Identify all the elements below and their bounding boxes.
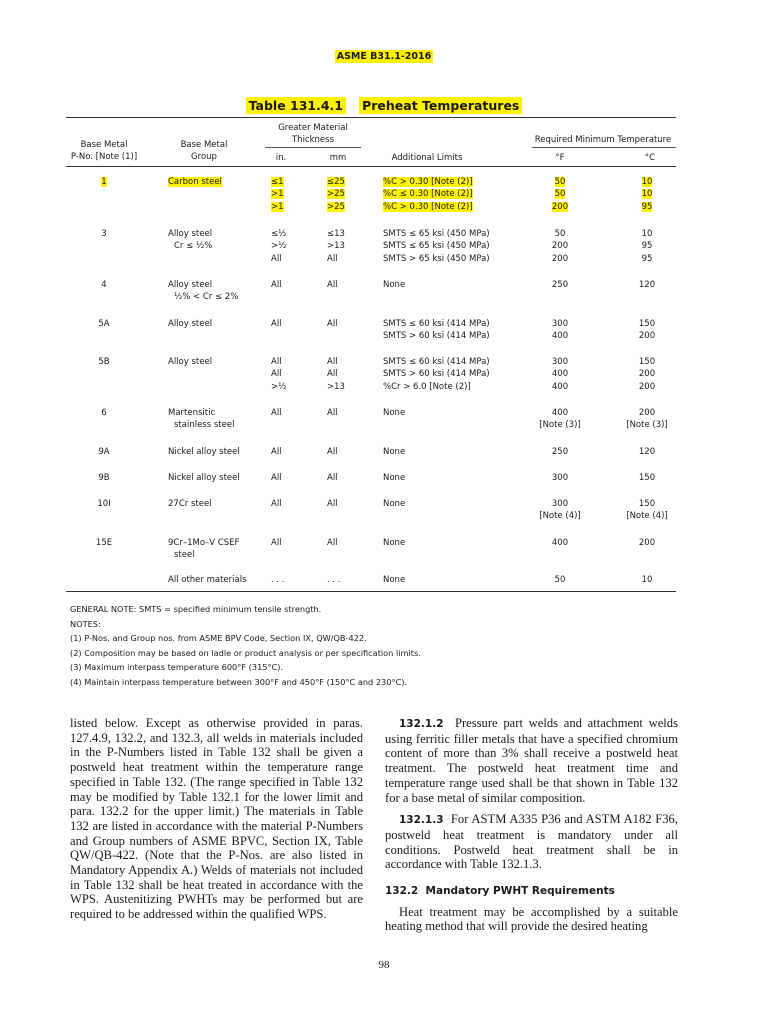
cell-line: ≤13 bbox=[327, 229, 345, 239]
cell-f bbox=[528, 537, 592, 549]
cell-limits bbox=[383, 472, 533, 484]
cell-line: >½ bbox=[271, 241, 287, 252]
para-number: 132.1.2 bbox=[399, 718, 444, 730]
cell-line: >1 bbox=[271, 189, 284, 200]
cell-f bbox=[528, 356, 592, 393]
cell-mm bbox=[327, 498, 363, 510]
cell-c bbox=[616, 176, 678, 213]
cell-line: Martensitic bbox=[168, 408, 216, 418]
para-text: Pressure part welds and attachment welds using ferritic filler metals that have a specified chromium content of more than 3% shall receive a postweld heat treatment. The postweld heat treatment time and temperature range used shall be that shown in Table 132 for a base metal of similar composition. bbox=[385, 716, 679, 805]
cell-inch bbox=[271, 176, 307, 213]
cell-line: 50 bbox=[554, 177, 566, 187]
cell-group bbox=[168, 176, 278, 188]
cell-c bbox=[616, 446, 678, 458]
cell-line: All bbox=[271, 538, 282, 548]
cell-line: 400 bbox=[551, 538, 569, 548]
cell-line: 9B bbox=[98, 473, 110, 483]
cell-mm bbox=[327, 279, 363, 291]
cell-pno bbox=[66, 472, 142, 484]
cell-line: 300 bbox=[551, 473, 569, 483]
cell-limits bbox=[383, 574, 533, 586]
cell-line: Alloy steel bbox=[168, 357, 213, 367]
cell-mm bbox=[327, 228, 363, 265]
cell-line: 400 bbox=[551, 381, 569, 392]
col-header-temp: Required Minimum Temperature bbox=[534, 135, 672, 145]
cell-c bbox=[616, 407, 678, 432]
cell-line: None bbox=[383, 575, 406, 585]
cell-line: None bbox=[383, 538, 406, 548]
cell-line: 50 bbox=[554, 189, 566, 200]
cell-group bbox=[168, 446, 278, 458]
cell-line: 27Cr steel bbox=[168, 499, 212, 509]
cell-line: All bbox=[271, 473, 282, 483]
cell-pno bbox=[66, 498, 142, 510]
col-header-in: in. bbox=[275, 153, 287, 163]
right-column bbox=[385, 716, 678, 941]
cell-c bbox=[616, 228, 678, 265]
cell-line: None bbox=[383, 447, 406, 457]
para-132-1-2 bbox=[385, 716, 678, 805]
cell-inch bbox=[271, 279, 307, 291]
cell-line: All other materials bbox=[168, 575, 247, 585]
thickness-rule bbox=[265, 147, 361, 148]
cell-inch bbox=[271, 318, 307, 330]
cell-line: 15E bbox=[95, 538, 113, 548]
cell-line: 400 bbox=[551, 369, 569, 380]
cell-line: 150 bbox=[638, 319, 656, 329]
cell-line: %C > 0.30 [Note (2)] bbox=[383, 201, 473, 212]
cell-line: All bbox=[271, 280, 282, 290]
running-header: ASME B31.1-2016 bbox=[336, 51, 432, 62]
cell-line: 5A bbox=[98, 319, 110, 329]
cell-group bbox=[168, 279, 278, 304]
cell-pno bbox=[66, 407, 142, 419]
cell-f bbox=[528, 446, 592, 458]
cell-limits bbox=[383, 279, 533, 291]
cell-line: Alloy steel bbox=[168, 229, 213, 239]
cell-line: %C ≤ 0.30 [Note (2)] bbox=[383, 189, 473, 200]
cell-line: 150 bbox=[638, 499, 656, 509]
cell-inch bbox=[271, 228, 307, 265]
page-number: 98 bbox=[378, 959, 390, 971]
cell-line: >1 bbox=[271, 201, 284, 212]
cell-line: 200 bbox=[638, 369, 656, 380]
table-caption: Preheat Temperatures bbox=[359, 97, 522, 114]
cell-group bbox=[168, 472, 278, 484]
cell-group bbox=[168, 228, 278, 253]
para-132-1-3 bbox=[385, 812, 678, 872]
note-2: (2) Composition may be based on ladle or product analysis or per specification limits. bbox=[70, 647, 421, 658]
cell-mm bbox=[327, 446, 363, 458]
cell-f bbox=[528, 574, 592, 586]
cell-limits bbox=[383, 407, 533, 419]
cell-f bbox=[528, 407, 592, 432]
cell-line: >13 bbox=[327, 381, 345, 392]
cell-line: 200 bbox=[638, 538, 656, 548]
cell-line: 200 bbox=[551, 253, 569, 264]
cell-c bbox=[616, 356, 678, 393]
cell-line: 120 bbox=[638, 280, 656, 290]
cell-line: 9A bbox=[98, 447, 110, 457]
cell-line: [Note (4)] bbox=[539, 511, 581, 522]
cell-limits bbox=[383, 356, 533, 393]
cell-pno bbox=[66, 279, 142, 291]
cell-line: All bbox=[327, 280, 338, 290]
cell-inch bbox=[271, 472, 307, 484]
cell-line: 200 bbox=[638, 331, 656, 342]
cell-line: Carbon steel bbox=[168, 177, 222, 187]
cell-line: None bbox=[383, 408, 406, 418]
cell-line: All bbox=[327, 253, 338, 264]
cell-line: All bbox=[327, 408, 338, 418]
col-header-mm: mm bbox=[329, 153, 347, 163]
cell-line: 120 bbox=[638, 447, 656, 457]
cell-line: 200 bbox=[638, 408, 656, 418]
cell-line: 6 bbox=[101, 408, 107, 418]
general-note: GENERAL NOTE: SMTS = specified minimum tensile strength. bbox=[70, 604, 322, 614]
cell-inch bbox=[271, 498, 307, 510]
cell-mm bbox=[327, 472, 363, 484]
cell-line: All bbox=[327, 538, 338, 548]
cell-line: All bbox=[271, 369, 282, 380]
cell-line: %C > 0.30 [Note (2)] bbox=[383, 177, 473, 187]
cell-line: All bbox=[327, 357, 338, 367]
cell-line: All bbox=[327, 319, 338, 329]
cell-c bbox=[616, 498, 678, 523]
note-4: (4) Maintain interpass temperature between 300°F and 450°F (150°C and 230°C). bbox=[70, 676, 408, 687]
notes-heading: NOTES: bbox=[70, 618, 101, 629]
cell-line: SMTS ≤ 65 ksi (450 MPa) bbox=[383, 241, 490, 252]
cell-line: None bbox=[383, 499, 406, 509]
cell-line: 95 bbox=[641, 241, 653, 252]
cell-group bbox=[168, 356, 278, 368]
cell-line: 5B bbox=[98, 357, 110, 367]
col-header-group: Base Metal Group bbox=[180, 140, 228, 162]
cell-line: 150 bbox=[638, 473, 656, 483]
cell-line: 10 bbox=[641, 229, 653, 239]
cell-line: %Cr > 6.0 [Note (2)] bbox=[383, 381, 471, 392]
col-header-limits: Additional Limits bbox=[391, 153, 463, 163]
cell-pno bbox=[66, 318, 142, 330]
cell-line: stainless steel bbox=[174, 420, 235, 431]
cell-line: steel bbox=[174, 550, 195, 561]
table-top-rule bbox=[66, 117, 676, 118]
col-header-c: °C bbox=[644, 153, 656, 163]
cell-line: . . . bbox=[327, 575, 341, 585]
cell-line: SMTS ≤ 60 ksi (414 MPa) bbox=[383, 319, 490, 329]
cell-c bbox=[616, 574, 678, 586]
cell-pno bbox=[66, 446, 142, 458]
cell-c bbox=[616, 472, 678, 484]
cell-line: 10 bbox=[641, 177, 653, 187]
cell-line: Nickel alloy steel bbox=[168, 473, 240, 483]
cell-mm bbox=[327, 356, 363, 393]
cell-line: SMTS ≤ 65 ksi (450 MPa) bbox=[383, 229, 490, 239]
cell-line: [Note (3)] bbox=[539, 420, 581, 431]
left-column bbox=[70, 716, 363, 922]
cell-inch bbox=[271, 356, 307, 393]
cell-line: 95 bbox=[641, 253, 653, 264]
cell-pno bbox=[66, 228, 142, 240]
cell-mm bbox=[327, 407, 363, 419]
cell-line: 200 bbox=[551, 241, 569, 252]
cell-line: 10I bbox=[97, 499, 111, 509]
note-1: (1) P-Nos. and Group nos. from ASME BPV Code, Section IX, QW/QB-422. bbox=[70, 633, 367, 644]
cell-line: 4 bbox=[101, 280, 107, 290]
cell-pno bbox=[66, 176, 142, 188]
cell-limits bbox=[383, 176, 533, 213]
cell-line: SMTS > 60 ksi (414 MPa) bbox=[383, 369, 490, 380]
cell-group bbox=[168, 574, 278, 586]
cell-line: 300 bbox=[551, 499, 569, 509]
cell-limits bbox=[383, 446, 533, 458]
note-3: (3) Maximum interpass temperature 600°F (315°C). bbox=[70, 662, 284, 673]
table-title bbox=[0, 98, 768, 113]
cell-group bbox=[168, 407, 278, 432]
temp-rule bbox=[532, 147, 676, 148]
table-notes bbox=[70, 602, 421, 690]
cell-line: SMTS > 65 ksi (450 MPa) bbox=[383, 253, 490, 264]
body-paragraph: listed below. Except as otherwise provided in paras. 127.4.9, 132.2, and 132.3, all welds in materials included in the P-Numbers listed in Table 132 shall be given a postweld heat treatment within the temperature range specified in Table 132. (The range specified in Table 132 may be modified by Table 132.1 for the lower limit and para. 132.2 for the upper limit.) The materials in Table 132 are listed in accordance with the material P-Numbers and Group numbers of ASME BPVC, Section IX, Table QW/QB-422. (Note that the P-Nos. are also listed in Mandatory Appendix A.) Welds of materials not included in Table 132 shall be heat treated in accordance with the WPS. Austenitizing PWHTs may be performed but are required to be addressed within the qualified WPS. bbox=[70, 716, 363, 922]
cell-line: None bbox=[383, 280, 406, 290]
cell-line: . . . bbox=[271, 575, 285, 585]
cell-inch bbox=[271, 574, 307, 586]
cell-mm bbox=[327, 318, 363, 330]
cell-line: 10 bbox=[641, 189, 653, 200]
table-bottom-rule bbox=[66, 591, 676, 592]
cell-f bbox=[528, 176, 592, 213]
cell-line: SMTS > 60 ksi (414 MPa) bbox=[383, 331, 490, 342]
header-bottom-rule bbox=[66, 166, 676, 167]
col-header-thickness: Greater Material Thickness bbox=[278, 123, 348, 145]
cell-line: 9Cr–1Mo–V CSEF bbox=[168, 538, 240, 548]
cell-group bbox=[168, 537, 278, 562]
cell-line: 95 bbox=[641, 201, 653, 212]
cell-line: [Note (3)] bbox=[626, 420, 668, 431]
cell-line: ½% < Cr ≤ 2% bbox=[174, 292, 239, 303]
cell-line: >½ bbox=[271, 381, 287, 392]
para-heat-treatment: Heat treatment may be accomplished by a suitable heating method that will provide the desired heating bbox=[385, 904, 678, 934]
cell-line: 400 bbox=[551, 331, 569, 342]
para-text: For ASTM A335 P36 and ASTM A182 F36, postweld heat treatment is mandatory under all conditions. Postweld heat treatment shall be in accordance with Table 132.1.3. bbox=[385, 812, 679, 872]
cell-line: All bbox=[327, 473, 338, 483]
cell-line: 3 bbox=[101, 229, 107, 239]
cell-f bbox=[528, 228, 592, 265]
cell-inch bbox=[271, 537, 307, 549]
cell-line: All bbox=[271, 447, 282, 457]
cell-line: ≤1 bbox=[271, 177, 284, 187]
para-number: 132.1.3 bbox=[399, 814, 444, 827]
cell-group bbox=[168, 498, 278, 510]
cell-pno bbox=[66, 356, 142, 368]
cell-line: All bbox=[327, 499, 338, 509]
section-heading-132-2: 132.2 Mandatory PWHT Requirements bbox=[385, 885, 615, 898]
cell-line: 200 bbox=[551, 201, 569, 212]
cell-line: SMTS ≤ 60 ksi (414 MPa) bbox=[383, 357, 490, 367]
cell-limits bbox=[383, 318, 533, 343]
cell-line: All bbox=[271, 408, 282, 418]
cell-line: 1 bbox=[101, 177, 107, 187]
cell-line: 300 bbox=[551, 319, 569, 329]
cell-line: Cr ≤ ½% bbox=[174, 241, 213, 252]
cell-line: 150 bbox=[638, 357, 656, 367]
cell-c bbox=[616, 279, 678, 291]
cell-line: Nickel alloy steel bbox=[168, 447, 240, 457]
cell-line: ≤½ bbox=[271, 229, 287, 239]
cell-line: None bbox=[383, 473, 406, 483]
cell-mm bbox=[327, 537, 363, 549]
cell-line: All bbox=[271, 253, 282, 264]
cell-line: >25 bbox=[327, 201, 345, 212]
cell-line: 300 bbox=[551, 357, 569, 367]
cell-line: Alloy steel bbox=[168, 280, 213, 290]
table-number: Table 131.4.1 bbox=[246, 97, 346, 114]
cell-line: All bbox=[271, 357, 282, 367]
cell-line: 250 bbox=[551, 447, 569, 457]
cell-inch bbox=[271, 446, 307, 458]
cell-line: [Note (4)] bbox=[626, 511, 668, 522]
cell-c bbox=[616, 318, 678, 343]
cell-line: All bbox=[327, 369, 338, 380]
cell-f bbox=[528, 318, 592, 343]
cell-mm bbox=[327, 176, 363, 213]
cell-line: All bbox=[327, 447, 338, 457]
cell-pno bbox=[66, 537, 142, 549]
cell-line: All bbox=[271, 319, 282, 329]
cell-f bbox=[528, 472, 592, 484]
cell-f bbox=[528, 498, 592, 523]
cell-line: 50 bbox=[554, 575, 566, 585]
cell-limits bbox=[383, 498, 533, 510]
cell-mm bbox=[327, 574, 363, 586]
cell-line: 250 bbox=[551, 280, 569, 290]
cell-limits bbox=[383, 228, 533, 265]
cell-line: Alloy steel bbox=[168, 319, 213, 329]
cell-line: ≤25 bbox=[327, 177, 345, 187]
cell-line: 50 bbox=[554, 229, 566, 239]
cell-line: 200 bbox=[638, 381, 656, 392]
cell-line: >25 bbox=[327, 189, 345, 200]
cell-inch bbox=[271, 407, 307, 419]
cell-line: >13 bbox=[327, 241, 345, 252]
cell-line: All bbox=[271, 499, 282, 509]
cell-group bbox=[168, 318, 278, 330]
cell-limits bbox=[383, 537, 533, 549]
cell-c bbox=[616, 537, 678, 549]
cell-line: 400 bbox=[551, 408, 569, 418]
col-header-f: °F bbox=[555, 153, 565, 163]
cell-f bbox=[528, 279, 592, 291]
col-header-pno: Base Metal P-No. [Note (1)] bbox=[70, 140, 138, 162]
cell-line: 10 bbox=[641, 575, 653, 585]
